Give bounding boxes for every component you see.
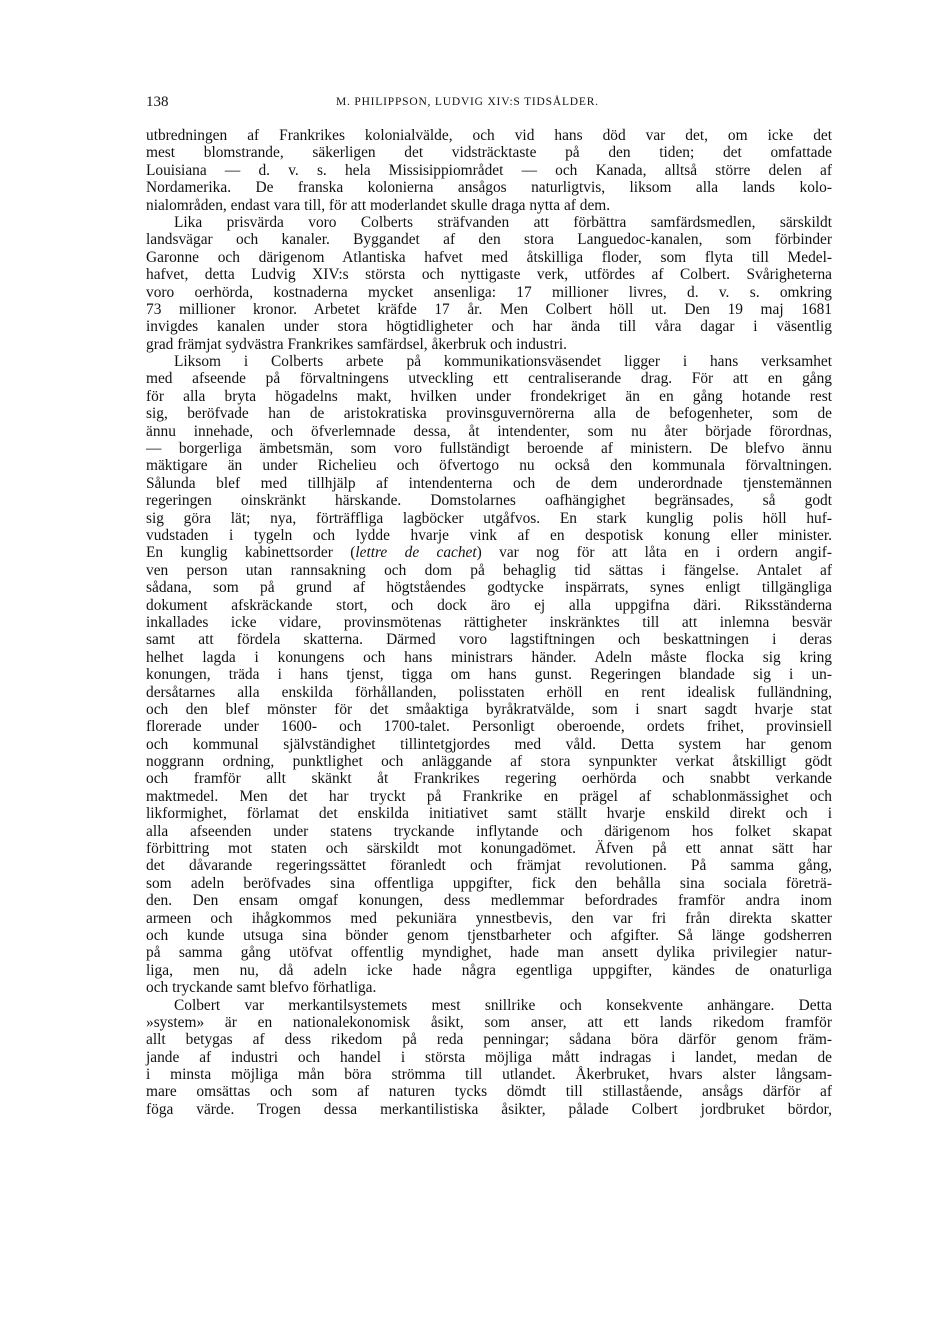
text-line: utbredningen af Frankrikes kolonialvälde, och vid hans död var det, om icke det [146, 127, 832, 144]
text-line: florerade under 1600- och 1700-talet. Personligt oberoende, ordets frihet, provinsiell [146, 718, 832, 736]
text-line: det dåvarande regeringssättet föranledt och främjat revolutionen. På samma gång, [146, 857, 832, 875]
text-line: invigdes kanalen under stora högtidligheter och har ända till våra dagar i väsentlig [146, 318, 832, 336]
page-header [146, 94, 832, 114]
text-line: regeringen oinskränkt härskande. Domstolarnes oafhängighet begränsades, så godt [146, 492, 832, 510]
text-line: föga värde. Trogen dessa merkantilistiska åsikter, pålade Colbert jordbruket bördor, [146, 1100, 832, 1118]
italic-phrase: lettre de cachet [355, 544, 477, 562]
text-line: mest blomstrande, säkerligen det vidsträcktaste på den tiden; det omfattade [146, 144, 832, 162]
text-line: Louisiana — d. v. s. hela Missisippiområdet — och Kanada, alltså större delen af [146, 161, 832, 179]
text-line: mare omsättas och som af naturen tycks dömdt till stillastående, ansågs därför af [146, 1083, 832, 1101]
text-line: och kunde utsuga sina bönder genom tjenstbarheter och afgifter. Så länge godsherren [146, 926, 832, 944]
text-line: Nordamerika. De franska kolonierna ansågos naturligtvis, liksom alla lands kolo- [146, 179, 832, 197]
page-number: 138 [146, 94, 169, 110]
text-line: helhet lagda i konungens och hans ministrars händer. Adeln måste flocka sig kring [146, 648, 832, 666]
text-line: vudstaden i tygeln och lydde hvarje vink af en despotisk konung eller minister. [146, 526, 832, 544]
text-line: den. Den ensam omgaf konungen, dess medlemmar befordrades framför andra inom [146, 892, 832, 910]
text-line: Garonne och därigenom Atlantiska hafvet med åtskilliga floder, som flyta till Medel- [146, 248, 832, 266]
text-line: liga, men nu, då adeln icke hade några egentliga uppgifter, kändes de onaturliga [146, 961, 832, 979]
text-line: och tryckande samt blefvo förhatliga. [146, 979, 377, 997]
text-line: nialområden, endast vara till, för att moderlandet skulle draga nytta af dem. [146, 196, 611, 214]
text-line: jande af industri och handel i största möjliga mått indragas i landet, medan de [146, 1048, 832, 1066]
paragraph-start-line: Liksom i Colberts arbete på kommunikationsväsendet ligger i hans verksamhet [174, 353, 832, 371]
text-line: landsvägar och kanaler. Byggandet af den stora Languedoc-kanalen, som förbinder [146, 231, 832, 249]
text-line: och kommunal självständighet tillintetgjordes med våld. Detta system har genom [146, 735, 832, 753]
text-line: sig göra lät; nya, förträffliga lagböcker utgåfvos. En stark kunglig polis höll huf- [146, 509, 832, 527]
text-line: konungen, träda i hans tjenst, tigga om hans gunst. Regeringen blandade sig i un- [146, 666, 832, 684]
text-line: armeen och ihågkommos med pekuniära ynnestbevis, den var fri från direkta skatter [146, 909, 832, 927]
text-line: — borgerliga ämbetsmän, som voro fullständigt beroende af ministern. De blefvo ännu [146, 440, 832, 458]
text-line: noggrann ordning, punktlighet och anläggande af stora synpunkter verkat åtskilligt gödt [146, 753, 832, 771]
text-line: på samma gång utöfvat offentlig myndighet, hade man ansett dylika privilegier natur- [146, 944, 832, 962]
text-line: förbittring mot staten och särskildt mot konungadömet. Äfven på ett annat sätt har [146, 840, 832, 858]
text-line: och framför allt skänkt åt Frankrikes regering oerhörda och snabbt verkande [146, 770, 832, 788]
running-title: M. PHILIPPSON, LUDVIG XIV:S TIDSÅLDER. [336, 96, 599, 108]
text-line: i minsta möjliga mån böra strömma till utlandet. Åkerbruket, hvars alster långsam- [146, 1066, 832, 1084]
text-line: En kunglig kabinettsorder (lettre de cachet) var nog för att låta en i ordern angif- [146, 544, 832, 562]
text-line: dokument afskräckande stort, och dock äro ej alla uppgifna däri. Riksständerna [146, 596, 832, 614]
text-line: allt betygas af dess rikedom på reda penningar; sådana böra därför genom främ- [146, 1031, 832, 1049]
text-line: samt att fördela skatterna. Därmed voro lagstiftningen och beskattningen i deras [146, 631, 832, 649]
text-line: ven person utan rannsakning och dom på behaglig tid sättas i fängelse. Antalet af [146, 561, 832, 579]
text-line: maktmedel. Men det har tryckt på Frankrike en prägel af schablonmässighet och [146, 787, 832, 805]
paragraph-start-line: Lika prisvärda voro Colberts sträfvanden att förbättra samfärdsmedlen, särskildt [174, 213, 832, 231]
text-line: alla afseenden under statens tryckande inflytande och därigenom hos folket skapat [146, 822, 832, 840]
text-line: som adeln beröfvades sina offentliga uppgifter, fick den behålla sina sociala företrä- [146, 874, 832, 892]
text-line: mäktigare än under Richelieu och öfvertogo nu också den kommunala förvaltningen. [146, 457, 832, 475]
text-line: inkallades icke vidare, provinsmötenas rättigheter inskränktes till att inlemna besvär [146, 613, 832, 631]
text-line: för alla bryta högadelns makt, hvilken under frondekriget än en gång hotande rest [146, 387, 832, 405]
text-line: »system» är en nationalekonomisk åsikt, som anser, att ett lands rikedom framför [146, 1013, 832, 1031]
text-line: likformighet, förlamat det enskilda initiativet samt ställt hvarje enskild direkt och i [146, 805, 832, 823]
text-line: dersåtarnes alla enskilda förhållanden, polisstaten erhöll en rent idealisk fulländning, [146, 683, 832, 701]
paragraph-start-line: Colbert var merkantilsystemets mest snillrike och konsekvente anhängare. Detta [174, 996, 832, 1014]
text-line: Sålunda blef med tillhjälp af intendenterna och de dem underordnade tjenstemännen [146, 474, 832, 492]
text-line: med afseende på förvaltningens utveckling ett centraliserande drag. För att en gång [146, 370, 832, 388]
body-text [146, 127, 832, 1118]
text-line: sig, beröfvade han de aristokratiska provinsguvernörerna alla de befogenheter, som de [146, 405, 832, 423]
text-line: sådana, som på grund af högtståendes godtycke inspärrats, synes enligt tillgängliga [146, 579, 832, 597]
text-line: ännu innehade, och öfverlemnade dessa, åt intendenter, som nu åter började förordnas, [146, 422, 832, 440]
text-line: och den blef mönster för det småaktiga byråkratvälde, som i snart sagdt hvarje stat [146, 700, 832, 718]
text-line: grad främjat sydvästra Frankrikes samfärdsel, åkerbruk och industri. [146, 335, 567, 353]
text-line: voro oerhörda, kostnaderna mycket ansenliga: 17 millioner livres, d. v. s. omkring [146, 283, 832, 301]
text-line: 73 millioner kronor. Arbetet kräfde 17 år. Men Colbert höll ut. Den 19 maj 1681 [146, 300, 832, 318]
text-line: hafvet, detta Ludvig XIV:s största och nyttigaste verk, utfördes af Colbert. Svårigheterna [146, 266, 832, 284]
